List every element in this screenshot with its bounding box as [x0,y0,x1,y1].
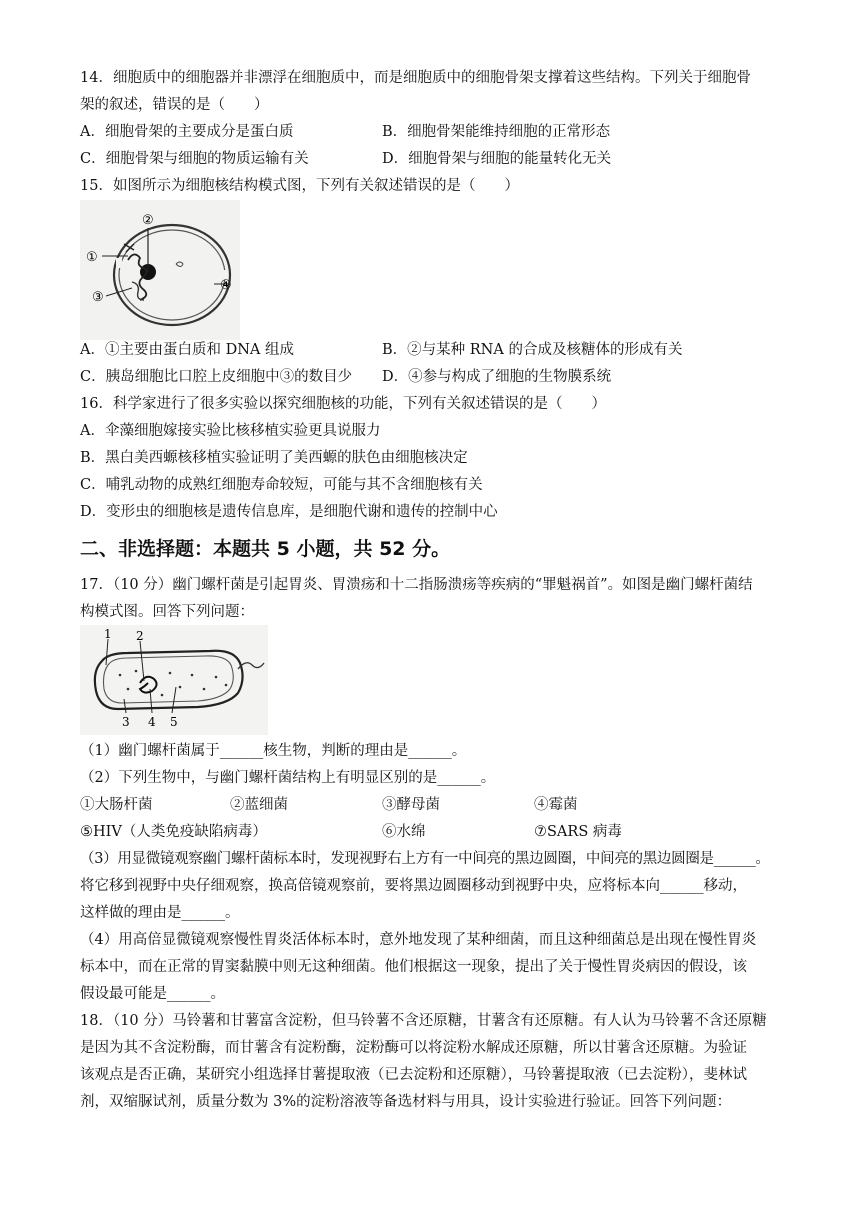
q15-option-d: D．④参与构成了细胞的生物膜系统 [382,369,612,385]
q17-stem-line1: 17．（10 分）幽门螺杆菌是引起胃炎、胃溃疡和十二指肠溃疡等疾病的“罪魁祸首”。如图是幽门螺杆菌结 [80,577,753,593]
q18-line4: 剂，双缩脲试剂，质量分数为 3%的淀粉溶液等备选材料与用具，设计实验进行验证。回答下列问题： [80,1094,732,1110]
q17-organism-2: ②蓝细菌 [230,797,288,813]
bacterium-label-5: 5 [170,715,178,729]
q14-stem-line1: 14．细胞质中的细胞器并非漂浮在细胞质中，而是细胞质中的细胞骨架支撑着这些结构。下列关于细胞骨 [80,70,751,86]
nucleus-label-4: ④ [220,278,232,293]
bacterium-label-4: 4 [148,715,156,729]
q16-stem: 16．科学家进行了很多实验以探究细胞核的功能，下列有关叙述错误的是（ ） [80,396,606,412]
q17-part4-line3: 假设最可能是______。 [80,986,225,1002]
bacterium-label-1: 1 [104,627,112,641]
q17-organism-5: ⑤HIV（人类免疫缺陷病毒） [80,824,267,840]
q17-part3-line3: 这样做的理由是______。 [80,905,240,921]
q18-line3: 该观点是否正确，某研究小组选择甘薯提取液（已去淀粉和还原糖），马铃薯提取液（已去淀粉），斐林试 [80,1067,747,1083]
q14-option-a: A．细胞骨架的主要成分是蛋白质 [80,124,294,140]
nucleus-structure-figure [80,200,240,340]
q16-option-b: B．黑白美西螈核移植实验证明了美西螈的肤色由细胞核决定 [80,450,468,466]
nucleus-label-3: ③ [92,290,104,305]
q17-part4-line1: （4）用高倍显微镜观察慢性胃炎活体标本时，意外地发现了某种细菌，而且这种细菌总是出现在慢性胃炎 [80,932,757,948]
q18-line2: 是因为其不含淀粉酶，而甘薯含有淀粉酶，淀粉酶可以将淀粉水解成还原糖，所以甘薯含还原糖。为验证 [80,1040,747,1056]
nucleus-label-1: ① [86,250,98,265]
q16-option-d: D．变形虫的细胞核是遗传信息库，是细胞代谢和遗传的控制中心 [80,504,498,520]
q17-part4-line2: 标本中，而在正常的胃窦黏膜中则无这种细菌。他们根据这一现象，提出了关于慢性胃炎病因的假设，该 [80,959,747,975]
q17-organism-7: ⑦SARS 病毒 [534,824,622,840]
q14-option-c: C．细胞骨架与细胞的物质运输有关 [80,151,309,167]
q18-line1: 18．（10 分）马铃薯和甘薯富含淀粉，但马铃薯不含还原糖，甘薯含有还原糖。有人认为马铃薯不含还原糖 [80,1013,767,1029]
q17-organism-6: ⑥水绵 [382,824,426,840]
q14-stem-line2: 架的叙述，错误的是（ ） [80,97,269,113]
q15-option-c: C．胰岛细胞比口腔上皮细胞中③的数目少 [80,369,353,385]
q17-part3-line1: （3）用显微镜观察幽门螺杆菌标本时，发现视野右上方有一中间亮的黑边圆圈，中间亮的黑边圆圈是______。 [80,851,770,867]
q14-option-d: D．细胞骨架与细胞的能量转化无关 [382,151,612,167]
q17-organism-1: ①大肠杆菌 [80,797,153,813]
q17-part1: （1）幽门螺杆菌属于______核生物，判断的理由是______。 [80,743,467,759]
q17-part3-line2: 将它移到视野中央仔细观察，换高倍镜观察前，要将黑边圆圈移动到视野中央，应将标本向______移动， [80,878,747,894]
bacterium-label-2: 2 [136,629,144,643]
q14-option-b: B．细胞骨架能维持细胞的正常形态 [382,124,611,140]
section2-title: 二、非选择题：本题共 5 小题，共 52 分。 [80,538,451,560]
q15-option-b: B．②与某种 RNA 的合成及核糖体的形成有关 [382,342,683,358]
q17-organism-3: ③酵母菌 [382,797,440,813]
q17-part2: （2）下列生物中，与幽门螺杆菌结构上有明显区别的是______。 [80,770,496,786]
bacterium-label-3: 3 [122,715,130,729]
q16-option-a: A．伞藻细胞嫁接实验比核移植实验更具说服力 [80,423,381,439]
nucleus-label-2: ② [142,213,154,228]
q16-option-c: C．哺乳动物的成熟红细胞寿命较短，可能与其不含细胞核有关 [80,477,483,493]
q15-option-a: A．①主要由蛋白质和 DNA 组成 [80,342,294,358]
q17-organism-4: ④霉菌 [534,797,578,813]
helicobacter-structure-figure [80,625,268,735]
q17-stem-line2: 构模式图。回答下列问题： [80,604,254,620]
q15-stem: 15．如图所示为细胞核结构模式图，下列有关叙述错误的是（ ） [80,178,519,194]
